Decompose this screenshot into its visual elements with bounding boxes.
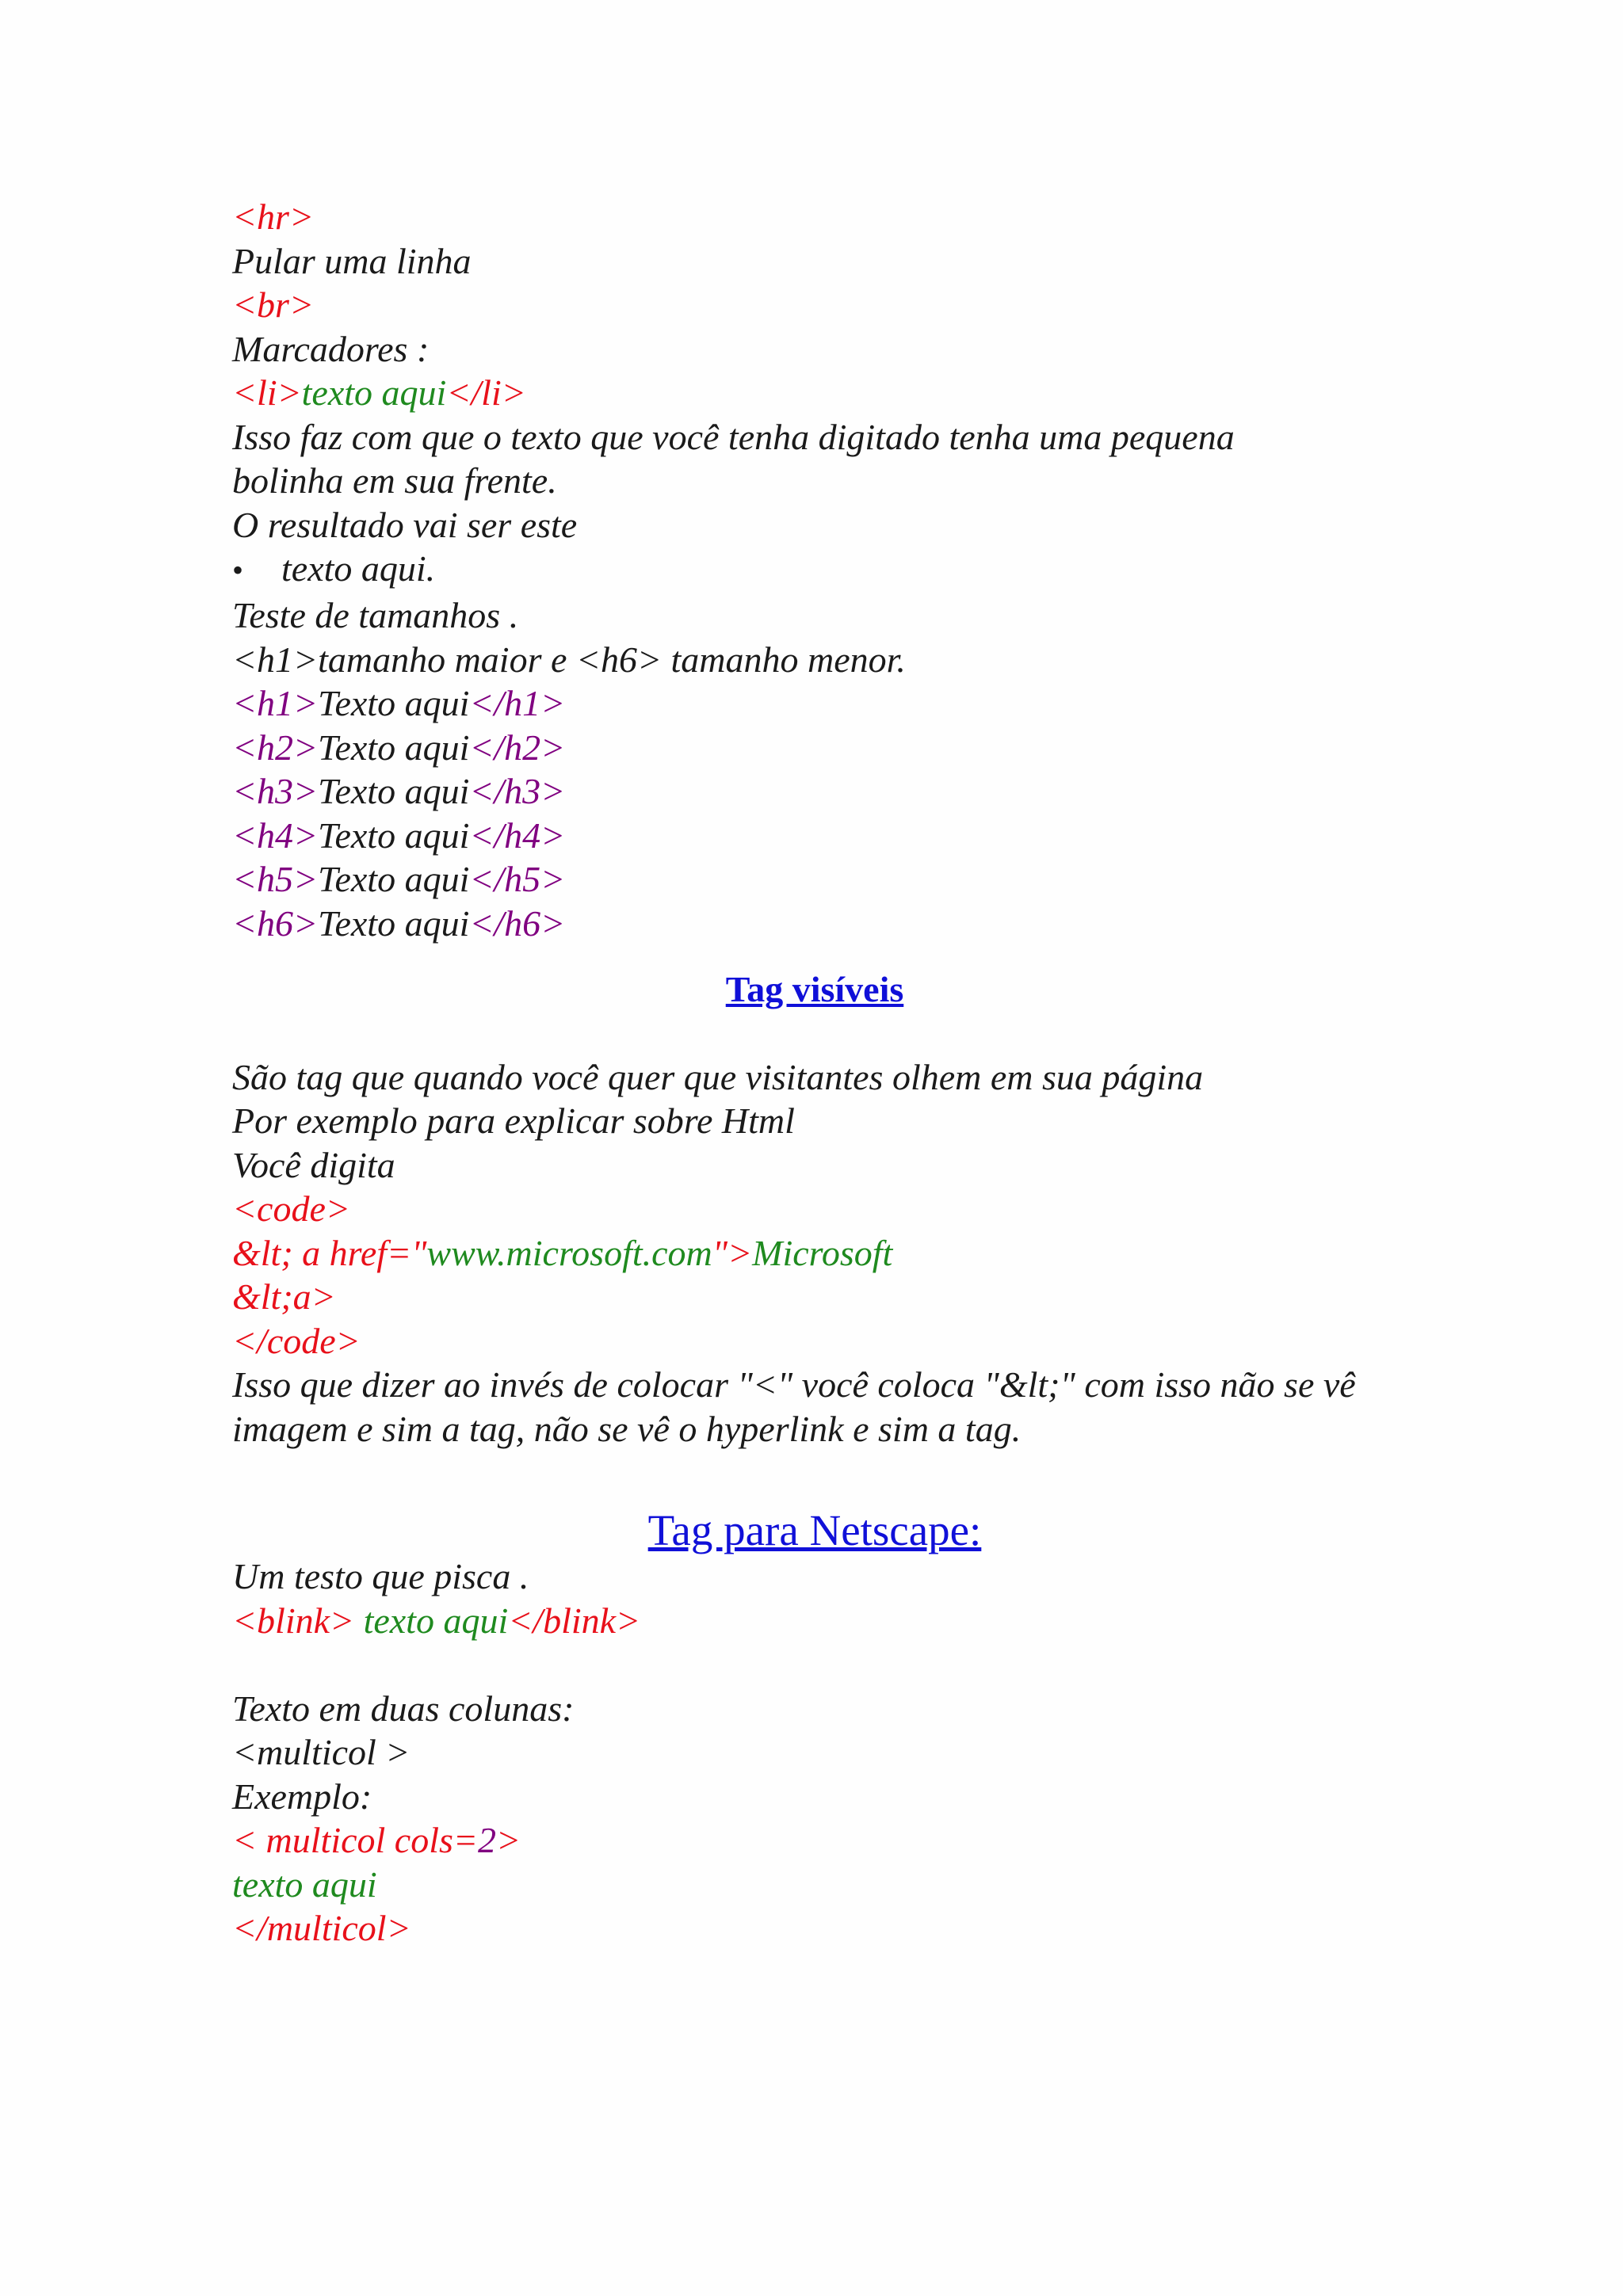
duas-colunas-line: Texto em duas colunas: <box>232 1688 575 1729</box>
heading-open-tag: <h6> <box>232 902 319 944</box>
heading-close-tag: </h4> <box>469 814 566 856</box>
heading-text: Texto aqui <box>318 814 470 856</box>
heading-text: Texto aqui <box>318 727 470 768</box>
multicol-cols-value: 2 <box>477 1820 496 1860</box>
heading-open-tag: <h5> <box>232 859 319 899</box>
href-example-line <box>232 1231 1397 1276</box>
heading-text: Texto aqui <box>318 771 470 811</box>
heading-text: Texto aqui <box>318 902 470 944</box>
document-body <box>232 195 1397 1951</box>
heading-text: Texto aqui <box>318 859 470 899</box>
heading-example-h6 <box>232 902 1397 946</box>
visiveis-p3: Você digita <box>232 1144 395 1185</box>
visiveis-p2: Por exemplo para explicar sobre Html <box>232 1100 795 1141</box>
code-close-line: </code> <box>232 1320 361 1361</box>
multicol-text-line: texto aqui <box>232 1863 377 1905</box>
h1-h6-line: <h1>tamanho maior e <h6> tamanho menor. <box>232 639 906 680</box>
tag-visiveis-heading[interactable]: Tag visíveis <box>725 969 904 1009</box>
heading-close-tag: </h3> <box>469 771 566 811</box>
blink-close-tag: </blink> <box>508 1600 641 1641</box>
pisca-line: Um testo que pisca . <box>232 1556 529 1596</box>
blank-line <box>232 1642 1397 1687</box>
multicol-close-line: </multicol> <box>232 1908 411 1948</box>
href-url: www.microsoft.com <box>426 1232 712 1273</box>
heading-close-tag: </h5> <box>469 859 566 899</box>
heading-close-tag: </h1> <box>469 683 566 723</box>
heading-close-tag: </h6> <box>469 902 566 944</box>
bullet-text: texto aqui. <box>281 548 436 589</box>
heading-example-h4 <box>232 814 1397 858</box>
multicol-open-line <box>232 1818 1397 1863</box>
heading-open-tag: <h3> <box>232 771 319 811</box>
marcadores-line: Marcadores : <box>232 328 430 369</box>
netscape-heading[interactable]: Tag para Netscape: <box>647 1506 982 1554</box>
heading-open-tag: <h2> <box>232 727 319 768</box>
code-open-line: <code> <box>232 1188 350 1229</box>
li-text: texto aqui <box>301 372 447 413</box>
href-quote: "> <box>712 1232 753 1273</box>
heading-close-tag: </h2> <box>469 727 566 768</box>
explain-paragraph: Isso que dizer ao invés de colocar "<" você coloca "&lt;" com isso não se vê imagem e sim a tag, não se vê o hyperlink e sim a tag. <box>232 1364 1356 1449</box>
multicol-gt: > <box>495 1820 521 1860</box>
heading-open-tag: <h1> <box>232 683 319 723</box>
blink-example-line <box>232 1599 1397 1643</box>
pular-line: Pular uma linha <box>232 240 472 281</box>
resultado-line: O resultado vai ser este <box>232 504 578 545</box>
multicol-tag-line: <multicol > <box>232 1732 411 1772</box>
isso-faz-paragraph: Isso faz com que o texto que você tenha digitado tenha uma pequena bolinha em sua frente. <box>232 416 1235 501</box>
hr-tag-line: <hr> <box>232 196 314 237</box>
blink-text: texto aqui <box>354 1600 509 1641</box>
teste-line: Teste de tamanhos . <box>232 595 519 635</box>
bullet-icon: • <box>232 552 244 588</box>
li-open-tag: <li> <box>232 372 302 413</box>
li-close-tag: </li> <box>446 372 526 413</box>
lt-a-line: &lt;a> <box>232 1276 336 1317</box>
visiveis-p1: São tag que quando você quer que visitantes olhem em sua página <box>232 1056 1204 1097</box>
multicol-open-tag: < multicol cols= <box>232 1820 478 1860</box>
heading-example-h3 <box>232 769 1397 814</box>
blink-open-tag: <blink> <box>232 1600 355 1641</box>
exemplo-line: Exemplo: <box>232 1775 372 1817</box>
bullet-example <box>232 547 1397 593</box>
href-text: Microsoft <box>752 1232 893 1273</box>
href-prefix: &lt; a href=" <box>232 1232 427 1273</box>
heading-example-h2 <box>232 726 1397 770</box>
li-example-line <box>232 371 1397 415</box>
heading-open-tag: <h4> <box>232 814 319 856</box>
heading-example-h1 <box>232 681 1397 726</box>
heading-text: Texto aqui <box>318 683 470 723</box>
br-tag-line: <br> <box>232 284 314 325</box>
heading-example-h5 <box>232 857 1397 902</box>
